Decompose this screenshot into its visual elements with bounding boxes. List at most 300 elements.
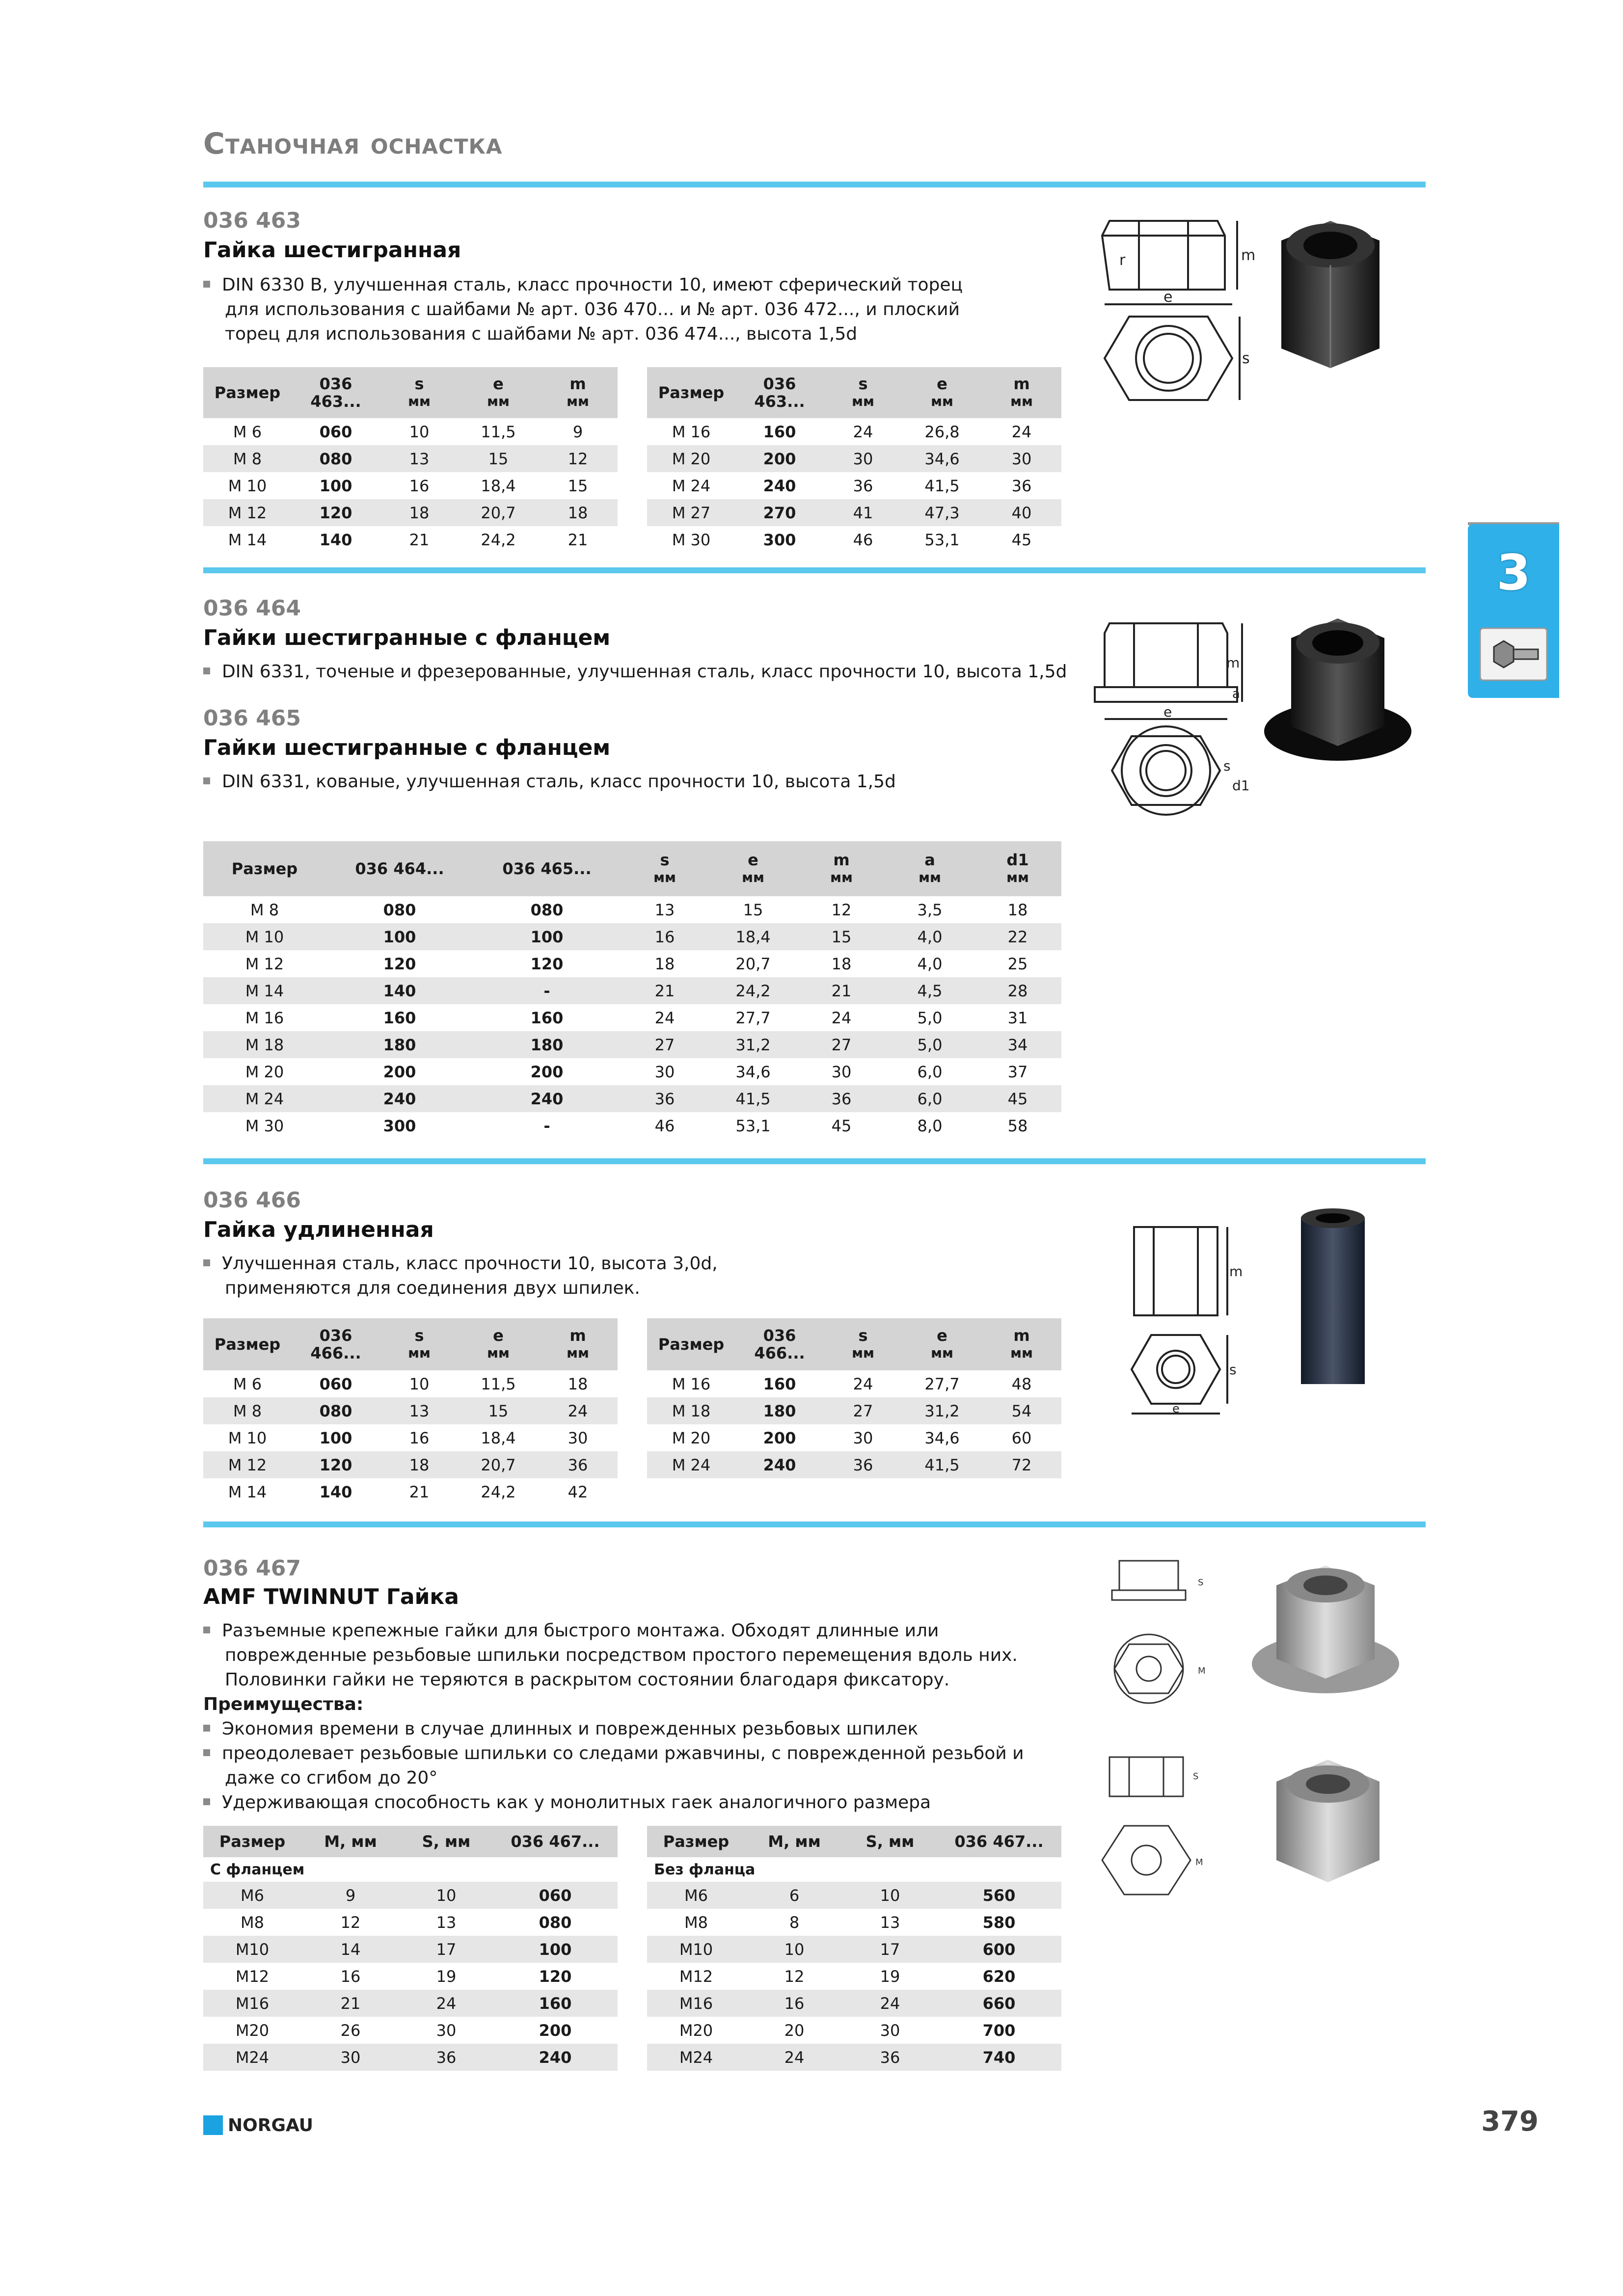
- table-cell: 54: [982, 1397, 1061, 1424]
- table-cell: М 24: [647, 1451, 735, 1478]
- table-cell: 53,1: [735, 1116, 771, 1135]
- table-row: [647, 1990, 1061, 2017]
- table-cell: М 8: [203, 1397, 292, 1424]
- flange-nut-photo: [1257, 609, 1419, 771]
- table-cell: M16: [203, 1990, 301, 2017]
- table-cell: 72: [982, 1451, 1061, 1478]
- table-cell: 41: [824, 499, 902, 526]
- table-cell: 13: [380, 445, 459, 472]
- table-cell: 20,7: [459, 499, 538, 526]
- table-cell: 300: [383, 1116, 416, 1135]
- table-cell: М 18: [203, 1031, 326, 1058]
- table-row: [203, 472, 618, 499]
- product-code: 036 466: [203, 1188, 301, 1213]
- table-cell: 15: [568, 476, 588, 495]
- table-cell: 30: [436, 2021, 457, 2040]
- table-cell: 10: [843, 1882, 937, 1909]
- column-header: s мм: [824, 367, 902, 418]
- table-row: [647, 1909, 1061, 1936]
- table-row: [203, 977, 1061, 1004]
- table-cell: 48: [1011, 1374, 1032, 1393]
- column-header: 036 464...: [326, 841, 473, 896]
- table-cell: 42: [568, 1482, 588, 1501]
- spec-table: [647, 1826, 1061, 2071]
- table-cell: 120: [539, 1967, 572, 1986]
- product-description: [203, 660, 1067, 684]
- table-cell: 14: [301, 1936, 400, 1963]
- table-cell: 24: [1011, 422, 1032, 441]
- table-cell: 700: [982, 2021, 1016, 2040]
- column-header: e мм: [459, 1318, 538, 1370]
- table-cell: 18: [1007, 900, 1028, 919]
- table-cell: М 30: [245, 1116, 284, 1135]
- table-group-row: С фланцем: [210, 1861, 305, 1878]
- table-cell: 200: [383, 1062, 416, 1081]
- table-cell: 28: [974, 977, 1061, 1004]
- table-row: [647, 1963, 1061, 1990]
- chapter-number: 3: [1496, 544, 1531, 601]
- product-description: [203, 1252, 832, 1301]
- table-cell: 6,0: [917, 1062, 943, 1081]
- table-cell: 18: [538, 499, 618, 526]
- table-cell: 21: [797, 977, 886, 1004]
- table-cell: 620: [982, 1967, 1016, 1986]
- table-cell: 18: [380, 1451, 459, 1478]
- table-cell: М 16: [245, 1008, 284, 1027]
- table-cell: 17: [843, 1936, 937, 1963]
- table-cell: 3,5: [917, 900, 943, 919]
- table-header-row: [203, 841, 1061, 896]
- table-header-row: [203, 367, 618, 418]
- table-cell: 5,0: [886, 1031, 974, 1058]
- table-cell: 15: [797, 923, 886, 950]
- table-cell: 12: [831, 900, 852, 919]
- table-cell: 8: [789, 1913, 800, 1932]
- table-cell: M10: [203, 1936, 301, 1963]
- table-cell: М 27: [647, 499, 735, 526]
- table-cell: 18: [380, 499, 459, 526]
- section-divider: [203, 182, 1426, 187]
- table-cell: -: [473, 977, 621, 1004]
- table-cell: 160: [763, 422, 796, 441]
- table-cell: 40: [982, 499, 1061, 526]
- chapter-tab[interactable]: [1468, 524, 1559, 698]
- table-cell: 200: [763, 1428, 796, 1447]
- table-cell: 240: [763, 476, 796, 495]
- table-cell: М 16: [672, 1374, 711, 1393]
- table-cell: 30: [853, 1428, 873, 1447]
- table-row: [203, 418, 618, 445]
- table-cell: 060: [493, 1882, 618, 1909]
- table-cell: 41,5: [709, 1085, 797, 1112]
- table-cell: 24: [831, 1008, 852, 1027]
- table-row: [203, 1451, 618, 1478]
- table-cell: 100: [319, 1428, 352, 1447]
- column-header: 036 465...: [473, 841, 621, 896]
- brand-logo-mark: [203, 2115, 223, 2135]
- table-cell: 18: [654, 954, 675, 973]
- table-cell: 13: [380, 1397, 459, 1424]
- column-header: M, мм: [301, 1826, 400, 1857]
- table-cell: 560: [937, 1882, 1061, 1909]
- table-cell: 24,2: [481, 530, 516, 549]
- product-code: 036 463: [203, 208, 301, 233]
- twinnut-flange-drawing: [1100, 1551, 1217, 1723]
- table-cell: 240: [493, 2044, 618, 2071]
- nut-bolt-icon: [1479, 627, 1548, 681]
- product-title: AMF TWINNUT Гайка: [203, 1584, 459, 1609]
- table-header-row: [647, 1318, 1061, 1370]
- table-cell: 18,4: [481, 476, 516, 495]
- table-row: [647, 1936, 1061, 1963]
- table-cell: М 8: [203, 445, 292, 472]
- table-cell: 24: [400, 1990, 493, 2017]
- table-header-row: [647, 1826, 1061, 1857]
- table-cell: 080: [530, 900, 564, 919]
- table-cell: 22: [974, 923, 1061, 950]
- column-header: Размер: [203, 367, 292, 418]
- table-row: [203, 1909, 618, 1936]
- table-cell: 12: [784, 1967, 805, 1986]
- table-cell: 580: [982, 1913, 1016, 1932]
- table-cell: 19: [880, 1967, 900, 1986]
- table-cell: 200: [539, 2021, 572, 2040]
- table-cell: 36: [400, 2044, 493, 2071]
- table-row: [647, 1451, 1061, 1478]
- table-cell: -: [543, 1116, 550, 1135]
- table-cell: М 18: [647, 1397, 735, 1424]
- table-cell: 30: [982, 445, 1061, 472]
- dim-label-m: m: [1229, 1263, 1243, 1280]
- table-cell: 270: [735, 499, 824, 526]
- column-header: 036 466...: [292, 1318, 380, 1370]
- flange-nut-drawing: [1085, 614, 1252, 820]
- twinnut-photo: [1247, 1747, 1409, 1895]
- table-cell: 100: [319, 476, 352, 495]
- table-cell: М 6: [233, 1374, 262, 1393]
- advantage-item: Экономия времени в случае длинных и поврежденных резьбовых шпилек: [222, 1719, 919, 1739]
- table-cell: 24,2: [481, 1482, 516, 1501]
- table-cell: 21: [409, 530, 430, 549]
- table-cell: 34,6: [924, 1428, 960, 1447]
- spec-table: [203, 367, 618, 553]
- table-row: [203, 1397, 618, 1424]
- dim-label-s: s: [1242, 350, 1250, 367]
- table-cell: 240: [735, 1451, 824, 1478]
- table-row: [203, 1370, 618, 1397]
- table-cell: 30: [654, 1062, 675, 1081]
- table-cell: 9: [301, 1882, 400, 1909]
- table-cell: 21: [301, 1990, 400, 2017]
- table-row: [203, 1990, 618, 2017]
- table-cell: М 24: [672, 476, 711, 495]
- table-cell: 120: [530, 954, 564, 973]
- table-cell: 45: [831, 1116, 852, 1135]
- table-cell: M20: [235, 2021, 270, 2040]
- table-cell: 34,6: [902, 445, 982, 472]
- table-cell: 10: [409, 1374, 430, 1393]
- table-cell: 24: [853, 422, 873, 441]
- table-row: [203, 1882, 618, 1909]
- table-cell: М 14: [228, 530, 267, 549]
- table-cell: 120: [292, 1451, 380, 1478]
- column-header: s мм: [380, 367, 459, 418]
- table-cell: 180: [735, 1397, 824, 1424]
- column-header: e мм: [709, 841, 797, 896]
- table-cell: 20: [784, 2021, 805, 2040]
- table-cell: 26,8: [924, 422, 960, 441]
- table-cell: М 24: [203, 1085, 326, 1112]
- table-cell: 36: [843, 2044, 937, 2071]
- table-cell: M8: [684, 1913, 708, 1932]
- table-row: [203, 1085, 1061, 1112]
- table-cell: 16: [409, 1428, 430, 1447]
- product-title: Гайка шестигранная: [203, 238, 461, 263]
- column-header: d1 мм: [974, 841, 1061, 896]
- column-header: e мм: [459, 367, 538, 418]
- table-cell: 140: [319, 530, 352, 549]
- table-row: [647, 1424, 1061, 1451]
- table-cell: 12: [538, 445, 618, 472]
- table-cell: 160: [383, 1008, 416, 1027]
- long-nut-drawing: [1124, 1222, 1242, 1418]
- column-header: Размер: [647, 1318, 735, 1370]
- table-cell: 34: [974, 1031, 1061, 1058]
- dim-label-e: e: [1172, 1402, 1180, 1415]
- table-row: [203, 526, 618, 553]
- table-cell: 24: [538, 1397, 618, 1424]
- table-cell: 060: [319, 422, 352, 441]
- table-row: [647, 1882, 1061, 1909]
- column-header: Размер: [203, 841, 326, 896]
- dim-label-s: s: [1223, 758, 1231, 774]
- table-cell: 11,5: [481, 422, 516, 441]
- table-row: [203, 499, 618, 526]
- table-cell: 160: [530, 1008, 564, 1027]
- table-cell: 120: [292, 499, 380, 526]
- table-cell: 21: [621, 977, 709, 1004]
- advantages-heading: Преимущества:: [203, 1694, 364, 1714]
- product-code: 036 467: [203, 1556, 301, 1581]
- product-title: Гайки шестигранные с фланцем: [203, 735, 611, 760]
- table-row: [203, 923, 1061, 950]
- table-cell: 16: [409, 476, 430, 495]
- table-cell: 060: [319, 1374, 352, 1393]
- table-cell: 8,0: [917, 1116, 943, 1135]
- table-cell: М 30: [672, 530, 711, 549]
- table-header-row: [203, 1318, 618, 1370]
- column-header: e мм: [902, 367, 982, 418]
- dim-label-S: S: [1198, 1577, 1204, 1588]
- table-cell: М 16: [672, 422, 711, 441]
- table-cell: 36: [1011, 476, 1032, 495]
- table-row: [203, 1058, 1061, 1085]
- table-cell: 36: [797, 1085, 886, 1112]
- column-header: 036 467...: [493, 1826, 618, 1857]
- column-header: Размер: [203, 1826, 301, 1857]
- table-cell: М 12: [203, 1451, 292, 1478]
- product-description: [203, 770, 1067, 794]
- column-header: Размер: [647, 1826, 745, 1857]
- table-cell: M16: [647, 1990, 745, 2017]
- table-cell: 58: [1007, 1116, 1028, 1135]
- table-cell: 24: [853, 1374, 873, 1393]
- table-cell: 17: [400, 1936, 493, 1963]
- table-cell: М 6: [233, 422, 262, 441]
- advantage-item: Удерживающая способность как у монолитных гаек аналогичного размера: [222, 1792, 931, 1813]
- column-header: m мм: [538, 367, 618, 418]
- table-cell: 15: [743, 900, 763, 919]
- table-cell: 16: [340, 1967, 361, 1986]
- column-header: m мм: [982, 1318, 1061, 1370]
- table-row: [203, 2017, 618, 2044]
- table-cell: 47,3: [902, 499, 982, 526]
- table-cell: 11,5: [481, 1374, 516, 1393]
- table-row: [647, 1397, 1061, 1424]
- brand-name: NORGAU: [228, 2115, 313, 2136]
- table-cell: 4,5: [886, 977, 974, 1004]
- table-cell: 240: [473, 1085, 621, 1112]
- table-cell: 080: [539, 1913, 572, 1932]
- table-row: [203, 1963, 618, 1990]
- table-row: [203, 1004, 1061, 1031]
- column-header: 036 466...: [735, 1318, 824, 1370]
- table-cell: 24,2: [709, 977, 797, 1004]
- dim-label-a: a: [1232, 687, 1240, 701]
- product-description: [203, 1619, 1038, 1815]
- table-cell: 660: [937, 1990, 1061, 2017]
- table-row: [203, 2044, 618, 2071]
- table-row: [647, 499, 1061, 526]
- table-cell: 9: [572, 422, 583, 441]
- table-cell: 19: [436, 1967, 457, 1986]
- table-cell: М 20: [672, 1428, 711, 1447]
- dim-label-m: m: [1226, 655, 1240, 671]
- table-cell: M12: [235, 1967, 270, 1986]
- table-cell: 41,5: [902, 1451, 982, 1478]
- table-cell: 34,6: [735, 1062, 771, 1081]
- table-cell: 20,7: [735, 954, 771, 973]
- table-cell: 180: [473, 1031, 621, 1058]
- table-cell: 100: [493, 1936, 618, 1963]
- table-cell: 24: [745, 2044, 843, 2071]
- description-text: DIN 6330 B, улучшенная сталь, класс прочности 10, имеют сферический торец для использования с шайбами № арт. 036 470... и № арт. 036 472..., и плоский торец для использования с шайбами № арт. 036 474..., высота 1,5d: [222, 275, 963, 344]
- table-row: [203, 1031, 1061, 1058]
- table-row: [203, 445, 618, 472]
- table-cell: 18,4: [709, 923, 797, 950]
- column-header: 036 463...: [735, 367, 824, 418]
- long-nut-photo: [1296, 1207, 1370, 1389]
- table-cell: 4,0: [886, 923, 974, 950]
- table-cell: 10: [400, 1882, 493, 1909]
- dim-label-M: M: [1195, 1857, 1203, 1868]
- dim-label-M: M: [1198, 1666, 1206, 1676]
- table-cell: 21: [568, 530, 588, 549]
- column-header: m мм: [538, 1318, 618, 1370]
- table-cell: М 14: [203, 977, 326, 1004]
- table-cell: 30: [568, 1428, 588, 1447]
- column-header: s мм: [621, 841, 709, 896]
- column-header: e мм: [902, 1318, 982, 1370]
- twinnut-flange-photo: [1242, 1556, 1409, 1703]
- table-cell: M24: [647, 2044, 745, 2071]
- table-cell: 740: [937, 2044, 1061, 2071]
- column-header: S, мм: [400, 1826, 493, 1857]
- table-cell: М 12: [245, 954, 284, 973]
- dim-label-e: e: [1163, 289, 1173, 306]
- description-text: Улучшенная сталь, класс прочности 10, высота 3,0d, применяются для соединения двух шпилек.: [222, 1254, 718, 1298]
- table-cell: 45: [1011, 530, 1032, 549]
- table-cell: 20,7: [459, 1451, 538, 1478]
- table-cell: 27,7: [924, 1374, 960, 1393]
- table-cell: 100: [326, 923, 473, 950]
- table-cell: 46: [853, 530, 873, 549]
- table-header-row: [203, 1826, 618, 1857]
- column-header: S, мм: [843, 1826, 937, 1857]
- twinnut-drawing: [1095, 1747, 1213, 1909]
- table-row: [647, 2017, 1061, 2044]
- table-cell: 31: [1007, 1008, 1028, 1027]
- spec-table: [203, 1826, 618, 2071]
- table-cell: 18: [568, 1374, 588, 1393]
- column-header: m мм: [982, 367, 1061, 418]
- table-cell: 16: [621, 923, 709, 950]
- table-cell: 37: [1007, 1062, 1028, 1081]
- table-cell: 120: [383, 954, 416, 973]
- table-cell: 140: [319, 1482, 352, 1501]
- table-cell: 600: [937, 1936, 1061, 1963]
- table-cell: 4,0: [917, 954, 943, 973]
- table-cell: 31,2: [902, 1397, 982, 1424]
- table-cell: 15: [459, 1397, 538, 1424]
- table-cell: 160: [763, 1374, 796, 1393]
- section-divider: [203, 1158, 1426, 1164]
- table-cell: 13: [436, 1913, 457, 1932]
- table-row: [203, 950, 1061, 977]
- table-cell: 53,1: [924, 530, 960, 549]
- column-header: Размер: [203, 1318, 292, 1370]
- table-cell: 10: [409, 422, 430, 441]
- table-cell: 27: [797, 1031, 886, 1058]
- column-header: s мм: [380, 1318, 459, 1370]
- table-cell: M6: [203, 1882, 301, 1909]
- table-cell: 140: [326, 977, 473, 1004]
- table-cell: М 8: [250, 900, 279, 919]
- table-cell: 45: [974, 1085, 1061, 1112]
- spec-table: [203, 841, 1061, 1139]
- table-row: [203, 1424, 618, 1451]
- table-cell: 100: [473, 923, 621, 950]
- table-row: [647, 445, 1061, 472]
- description-text: Разъемные крепежные гайки для быстрого монтажа. Обходят длинные или поврежденные резьбовые шпильки посредством простого перемещения вдоль них. Половинки гайки не теряются в раскрытом состоянии благодаря фиксатору.: [222, 1621, 1018, 1690]
- section-divider: [203, 1522, 1426, 1527]
- table-row: [203, 1478, 618, 1505]
- table-cell: 200: [735, 445, 824, 472]
- table-row: [647, 472, 1061, 499]
- table-cell: 36: [824, 1451, 902, 1478]
- table-cell: 30: [824, 445, 902, 472]
- table-cell: М 20: [647, 445, 735, 472]
- table-cell: M24: [203, 2044, 301, 2071]
- advantage-item: преодолевает резьбовые шпильки со следами ржавчины, с поврежденной резьбой и даже со сгибом до 20°: [222, 1743, 1024, 1788]
- page-number: 379: [1481, 2106, 1539, 2137]
- table-cell: 160: [493, 1990, 618, 2017]
- table-cell: 18,4: [481, 1428, 516, 1447]
- hex-nut-photo: [1257, 211, 1404, 378]
- table-cell: 12: [340, 1913, 361, 1932]
- table-cell: M20: [679, 2021, 713, 2040]
- table-cell: 30: [301, 2044, 400, 2071]
